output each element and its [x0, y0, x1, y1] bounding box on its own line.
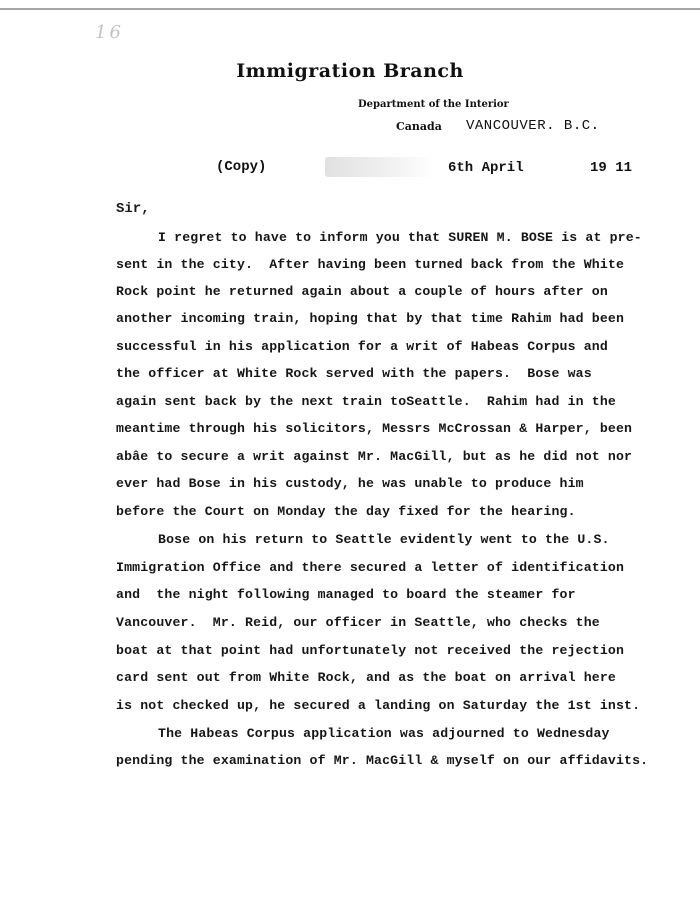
letterhead-city: VANCOUVER. B.C.	[466, 118, 600, 134]
letterhead-department: Department of the Interior	[358, 99, 509, 110]
faded-stamp	[325, 157, 435, 177]
body-line: another incoming train, hoping that by that time Rahim had been	[116, 311, 625, 326]
body-line: meantime through his solicitors, Messrs McCrossan & Harper, been	[116, 421, 633, 436]
body-line: Bose on his return to Seattle evidently went to the U.S.	[158, 532, 610, 547]
body-line: boat at that point had unfortunately not received the rejection	[116, 643, 625, 658]
letterhead-title: Immigration Branch	[236, 60, 464, 82]
body-line: sent in the city. After having been turned back from the White	[116, 257, 625, 272]
body-line: the officer at White Rock served with the papers. Bose was	[116, 366, 592, 381]
letterhead-country: Canada	[396, 120, 442, 133]
faint-page-number: 16	[95, 22, 124, 43]
letter-year: 19 11	[590, 160, 633, 176]
body-line: successful in his application for a writ of Habeas Corpus and	[116, 339, 608, 354]
body-line: abâe to secure a writ against Mr. MacGill, but as he did not nor	[116, 449, 633, 464]
copy-mark: (Copy)	[216, 159, 267, 175]
body-line: before the Court on Monday the day fixed for the hearing.	[116, 504, 576, 519]
body-line: I regret to have to inform you that SUREN M. BOSE is at pre-	[158, 230, 642, 245]
letter-date: 6th April	[448, 160, 524, 176]
salutation: Sir,	[116, 201, 150, 217]
top-rule	[0, 8, 700, 10]
body-line: card sent out from White Rock, and as the boat on arrival here	[116, 670, 616, 685]
body-line: is not checked up, he secured a landing on Saturday the 1st inst.	[116, 698, 641, 713]
body-line: and the night following managed to board the steamer for	[116, 587, 576, 602]
body-line: Vancouver. Mr. Reid, our officer in Seattle, who checks the	[116, 615, 600, 630]
body-line: pending the examination of Mr. MacGill & myself on our affidavits.	[116, 753, 649, 768]
body-line: ever had Bose in his custody, he was unable to produce him	[116, 476, 584, 491]
body-line: again sent back by the next train toSeattle. Rahim had in the	[116, 394, 616, 409]
body-line: Rock point he returned again about a couple of hours after on	[116, 284, 608, 299]
body-line: Immigration Office and there secured a letter of identification	[116, 560, 625, 575]
body-line: The Habeas Corpus application was adjourned to Wednesday	[158, 726, 610, 741]
